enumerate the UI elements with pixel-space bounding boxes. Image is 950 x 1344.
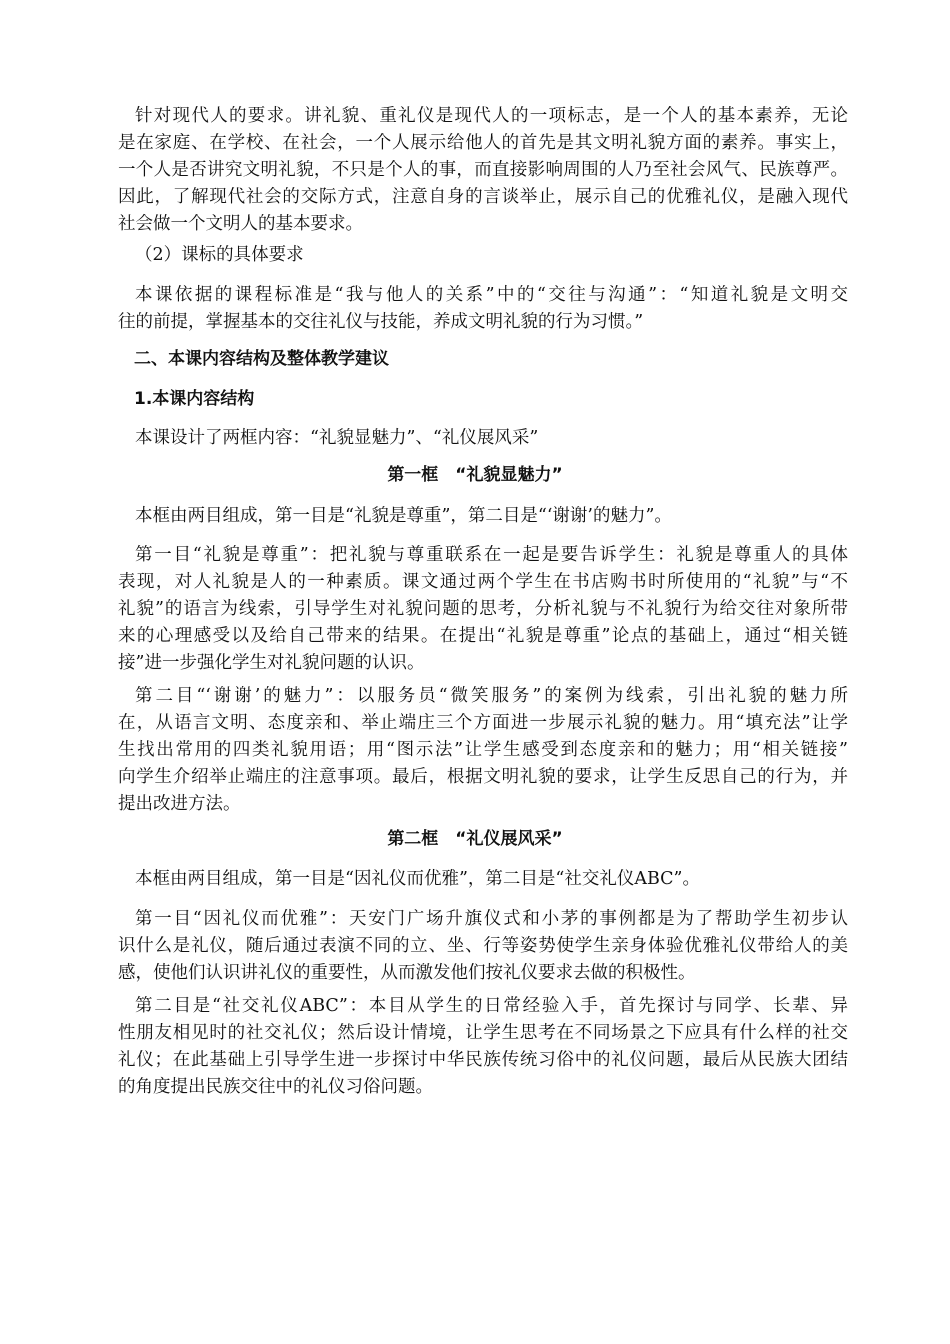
text-line: 礼貌”的语言为线索，引导学生对礼貌问题的思考，分析礼貌与不礼貌行为给交往对象所带: [118, 599, 848, 619]
text-line: 感，使他们认识讲礼仪的重要性，从而激发他们按礼仪要求去做的积极性。: [118, 963, 696, 983]
paragraph-frame-one-intro: 本框由两目组成，第一目是“礼貌是尊重”，第二目是“‘谢谢’的魅力”。: [135, 506, 672, 526]
paragraph-politeness-is-respect: [118, 542, 848, 677]
text-line: 本课依据的课程标准是“我与他人的关系”中的“交往与沟通”：“知道礼貌是文明交: [135, 285, 848, 305]
subheading-curriculum-requirements: （2）课标的具体要求: [135, 245, 304, 265]
paragraph-modern-etiquette: [118, 103, 848, 238]
frame-two-title: 第二框 “礼仪展风采”: [387, 829, 563, 849]
text-line: 的角度提出民族交往中的礼仪习俗问题。: [118, 1077, 433, 1097]
text-line: 接”进一步强化学生对礼貌问题的认识。: [118, 653, 425, 673]
text-line: 第二目是“社交礼仪ABC”：本目从学生的日常经验入手，首先探讨与同学、长辈、异: [135, 996, 848, 1016]
paragraph-frame-two-intro: 本框由两目组成，第一目是“因礼仪而优雅”，第二目是“社交礼仪ABC”。: [135, 869, 700, 889]
paragraph-social-etiquette-abc: [118, 993, 848, 1101]
text-line: 是在家庭、在学校、在社会，一个人展示给他人的首先是其文明礼貌方面的素养。事实上，: [118, 133, 848, 153]
text-line: 礼仪；在此基础上引导学生进一步探讨中华民族传统习俗中的礼仪问题，最后从民族大团结: [118, 1050, 848, 1070]
text-line: 第一目“礼貌是尊重”：把礼貌与尊重联系在一起是要告诉学生：礼貌是尊重人的具体: [135, 545, 848, 565]
text-line: 来的心理感受以及给自己带来的结果。在提出“礼貌是尊重”论点的基础上，通过“相关链: [118, 626, 848, 646]
text-line: 提出改进方法。: [118, 794, 241, 814]
text-line: 性朋友相见时的社交礼仪；然后设计情境，让学生思考在不同场景之下应具有什么样的社交: [118, 1023, 848, 1043]
frame-one-title: 第一框 “礼貌显魅力”: [387, 465, 563, 485]
text-line: 生找出常用的四类礼貌用语；用“图示法”让学生感受到态度亲和的魅力；用“相关链接”: [118, 740, 848, 760]
subsection-heading: 1.本课内容结构: [134, 389, 255, 409]
text-line: 向学生介绍举止端庄的注意事项。最后，根据文明礼貌的要求，让学生反思自己的行为，并: [118, 767, 848, 787]
paragraph-charm-of-thanks: [118, 683, 848, 818]
paragraph-two-frames: 本课设计了两框内容：“礼貌显魅力”、“礼仪展风采”: [135, 428, 539, 448]
text-line: 因此，了解现代社会的交际方式，注意自身的言谈举止，展示自己的优雅礼仪，是融入现代: [118, 187, 848, 207]
section-heading: 二、本课内容结构及整体教学建议: [134, 349, 389, 369]
text-line: 第一目“因礼仪而优雅”：天安门广场升旗仪式和小茅的事例都是为了帮助学生初步认: [135, 909, 848, 929]
paragraph-curriculum-standard: [118, 282, 848, 336]
text-line: 在，从语言文明、态度亲和、举止端庄三个方面进一步展示礼貌的魅力。用“填充法”让学: [118, 713, 848, 733]
text-line: 一个人是否讲究文明礼貌，不只是个人的事，而直接影响周围的人乃至社会风气、民族尊严。: [118, 160, 848, 180]
text-line: 表现，对人礼貌是人的一种素质。课文通过两个学生在书店购书时所使用的“礼貌”与“不: [118, 572, 848, 592]
text-line: 针对现代人的要求。讲礼貌、重礼仪是现代人的一项标志，是一个人的基本素养，无论: [135, 106, 848, 126]
text-line: 第二目“‘谢谢’的魅力”：以服务员“微笑服务”的案例为线索，引出礼貌的魅力所: [135, 686, 848, 706]
paragraph-elegance-through-etiquette: [118, 906, 848, 987]
text-line: 识什么是礼仪，随后通过表演不同的立、坐、行等姿势使学生亲身体验优雅礼仪带给人的美: [118, 936, 848, 956]
text-line: 社会做一个文明人的基本要求。: [118, 214, 363, 234]
text-line: 往的前提，掌握基本的交往礼仪与技能，养成文明礼貌的行为习惯。”: [118, 312, 644, 332]
